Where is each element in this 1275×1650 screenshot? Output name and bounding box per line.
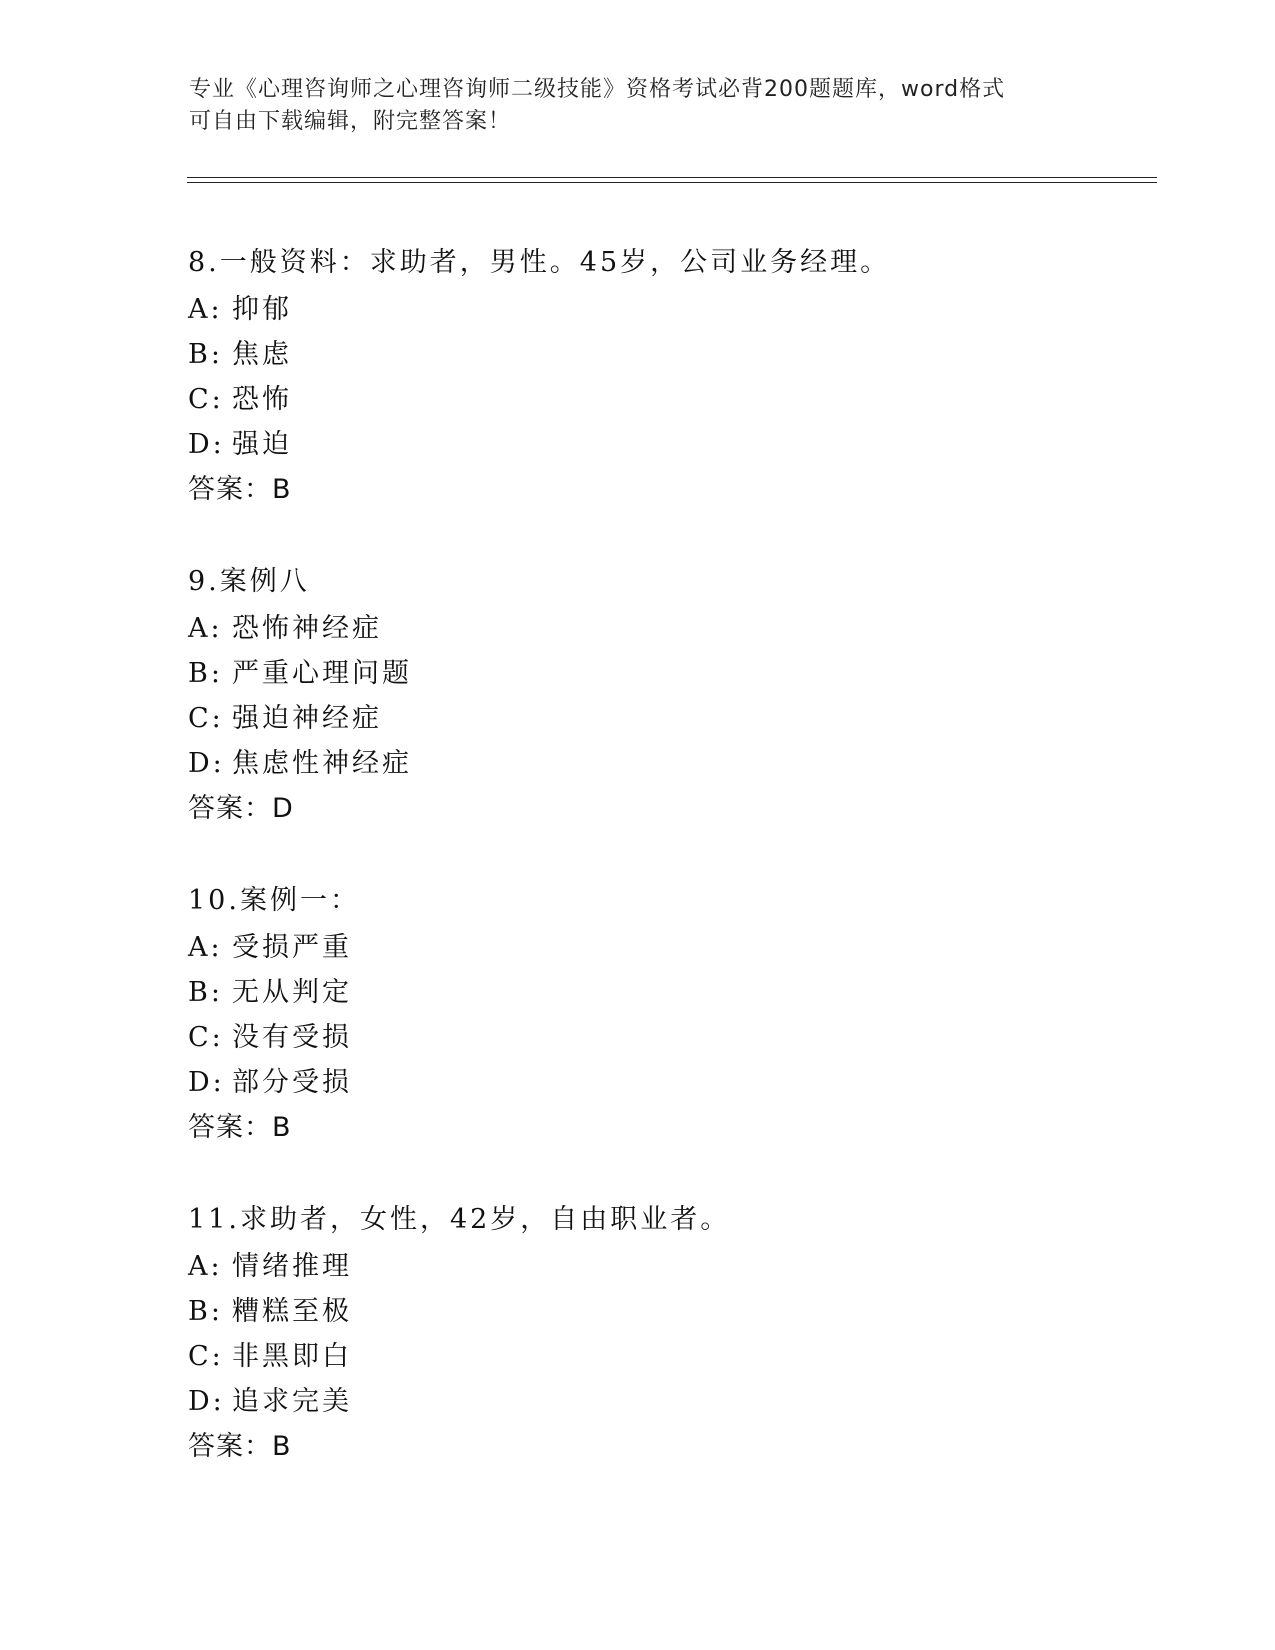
option-a: [188, 287, 1148, 332]
option-letter: D:: [188, 1386, 225, 1417]
option-d: [188, 1379, 1148, 1424]
option-letter: B:: [188, 977, 223, 1008]
option-letter: C:: [188, 1341, 224, 1372]
document-header: [189, 74, 1089, 138]
option-b: [188, 651, 1148, 696]
option-d: [188, 1060, 1148, 1105]
question-spacer: [188, 1150, 1148, 1197]
option-a: [188, 606, 1148, 651]
answer-line: 答案：B: [188, 474, 292, 505]
option-text: 强迫: [232, 429, 292, 460]
option-letter: C:: [188, 384, 224, 415]
question-stem: 8.一般资料：求助者，男性。45岁，公司业务经理。: [188, 247, 891, 278]
option-text: 恐怖: [232, 384, 292, 415]
option-b: [188, 332, 1148, 377]
option-b: [188, 970, 1148, 1015]
option-letter: D:: [188, 748, 225, 779]
option-c: [188, 377, 1148, 422]
option-c: [188, 1015, 1148, 1060]
question-spacer: [188, 512, 1148, 559]
header-line-1: 专业《心理咨询师之心理咨询师二级技能》资格考试必背200题题库，word格式: [189, 77, 1006, 102]
header-line-2: 可自由下载编辑，附完整答案！: [189, 109, 512, 134]
option-text: 焦虑: [232, 339, 292, 370]
option-letter: C:: [188, 703, 224, 734]
option-text: 无从判定: [232, 977, 352, 1008]
option-text: 恐怖神经症: [232, 613, 382, 644]
option-text: 非黑即白: [232, 1341, 352, 1372]
option-text: 受损严重: [232, 932, 352, 963]
option-b: [188, 1289, 1148, 1334]
option-d: [188, 422, 1148, 467]
header-divider-bottom: [187, 182, 1157, 183]
option-c: [188, 696, 1148, 741]
question-10: [188, 878, 1148, 1150]
answer-line: 答案：D: [188, 793, 294, 824]
question-spacer: [188, 831, 1148, 878]
option-text: 严重心理问题: [232, 658, 412, 689]
question-stem: 11.求助者，女性，42岁，自由职业者。: [188, 1204, 731, 1235]
question-9: [188, 559, 1148, 831]
option-text: 焦虑性神经症: [232, 748, 412, 779]
option-c: [188, 1334, 1148, 1379]
option-a: [188, 1244, 1148, 1289]
question-list: [188, 240, 1148, 1469]
answer-line: 答案：B: [188, 1112, 292, 1143]
option-letter: A:: [188, 1251, 223, 1282]
option-letter: B:: [188, 339, 223, 370]
option-letter: C:: [188, 1022, 224, 1053]
option-text: 抑郁: [232, 294, 292, 325]
option-a: [188, 925, 1148, 970]
question-stem: 9.案例八: [188, 566, 310, 597]
option-text: 强迫神经症: [232, 703, 382, 734]
option-letter: A:: [188, 613, 223, 644]
option-letter: A:: [188, 294, 223, 325]
header-divider-top: [187, 177, 1157, 178]
option-text: 追求完美: [232, 1386, 352, 1417]
option-letter: B:: [188, 1296, 223, 1327]
option-letter: B:: [188, 658, 223, 689]
question-11: [188, 1197, 1148, 1469]
option-letter: D:: [188, 1067, 225, 1098]
option-text: 情绪推理: [232, 1251, 352, 1282]
answer-line: 答案：B: [188, 1431, 292, 1462]
question-8: [188, 240, 1148, 512]
option-text: 部分受损: [232, 1067, 352, 1098]
option-text: 糟糕至极: [232, 1296, 352, 1327]
question-stem: 10.案例一：: [188, 885, 360, 916]
option-letter: A:: [188, 932, 223, 963]
option-text: 没有受损: [232, 1022, 352, 1053]
option-letter: D:: [188, 429, 225, 460]
option-d: [188, 741, 1148, 786]
